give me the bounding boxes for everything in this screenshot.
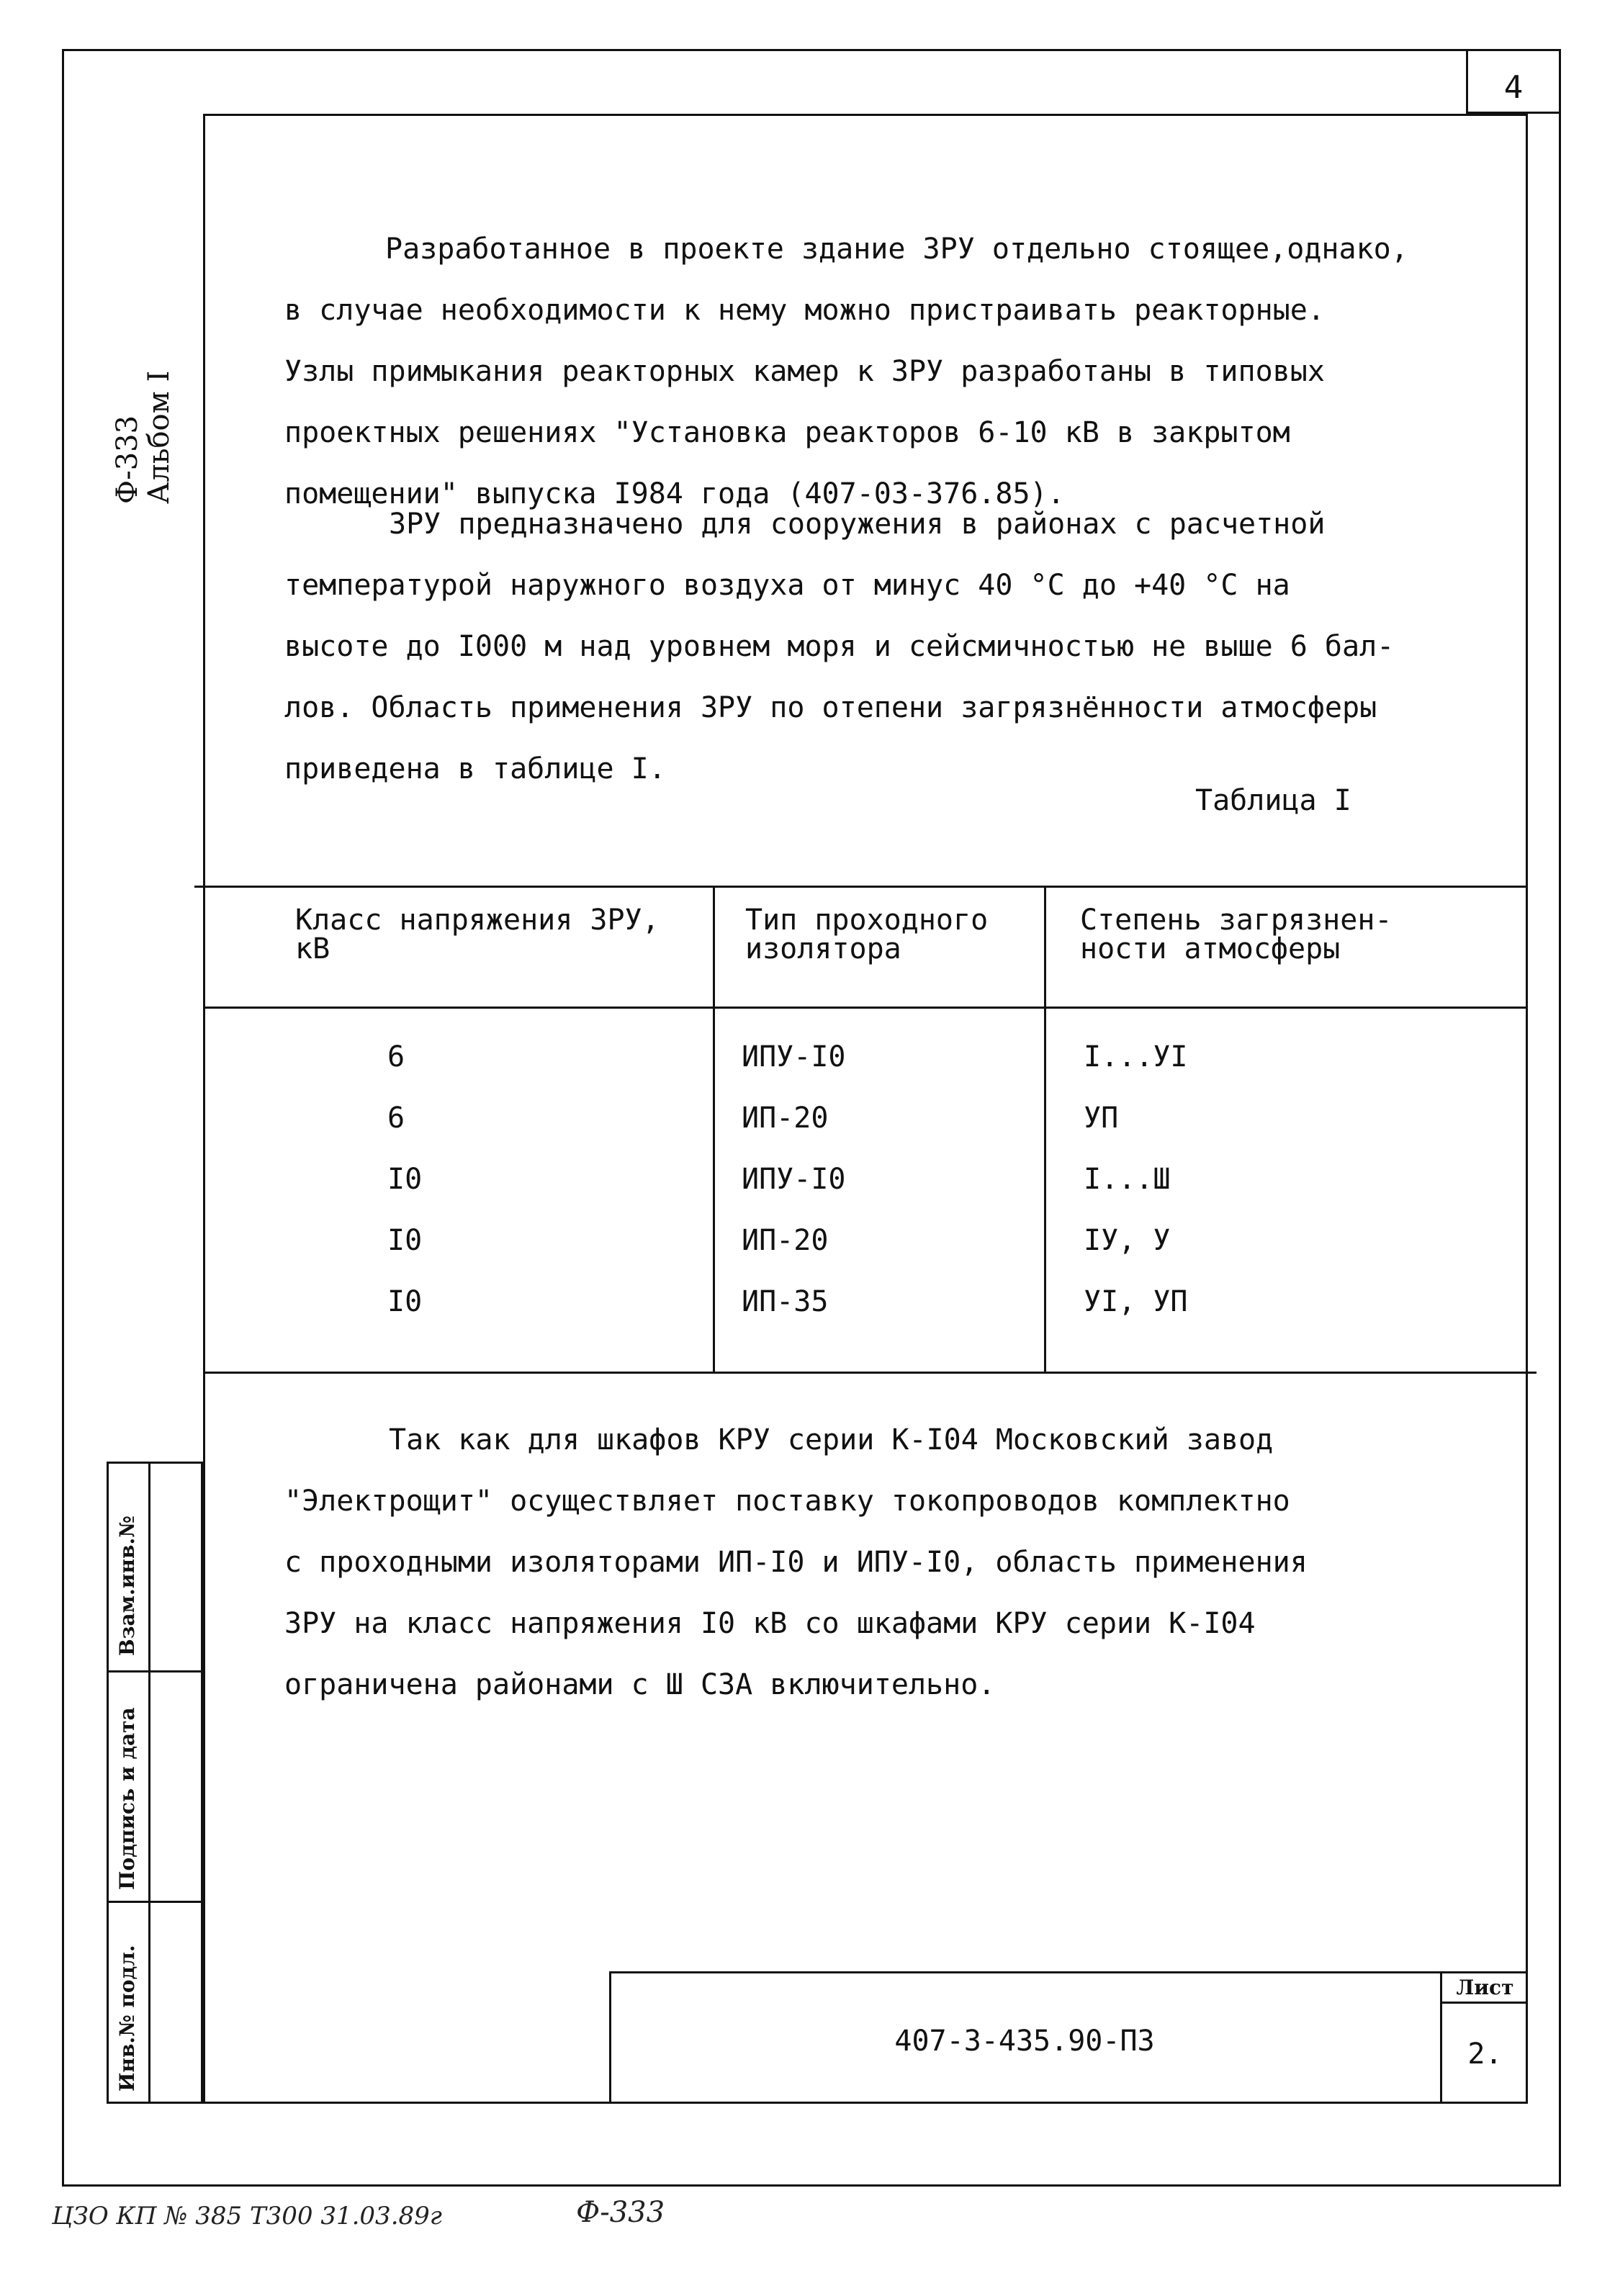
table-header-voltage: Класс напряжения ЗРУ, кВ xyxy=(295,904,660,965)
intro-line: в случае необходимости к нему можно пристраивать реакторные. xyxy=(284,294,1325,327)
side-stamp-col-divider xyxy=(148,1462,150,2104)
table-header-insulator: Тип проходного изолятора xyxy=(745,904,989,965)
table-col-divider-2 xyxy=(1044,886,1046,1374)
conditions-line: лов. Область применения ЗРУ по отепени загрязнённости атмосферы xyxy=(284,691,1377,724)
table-cell-pollution: УП xyxy=(1084,1102,1119,1135)
note-line: "Электрощит" осуществляет поставку токопроводов комплектно xyxy=(284,1485,1290,1518)
table-caption: Таблица I xyxy=(1195,784,1351,817)
side-stamp-row-divider-1 xyxy=(107,1670,203,1673)
corner-sheet-number: 4 xyxy=(1503,69,1524,106)
side-stamp-original-inventory: Инв.№ подл. xyxy=(115,1945,139,2092)
table-cell-voltage: I0 xyxy=(387,1163,423,1196)
intro-line: помещении" выпуска I984 года (407-03-376.85). xyxy=(284,477,1065,510)
note-line: ЗРУ на класс напряжения I0 кВ со шкафами КРУ серии К-I04 xyxy=(284,1607,1256,1640)
intro-line: Узлы примыкания реакторных камер к ЗРУ разработаны в типовых xyxy=(284,355,1325,388)
sheet-label: Лист xyxy=(1456,1976,1514,1999)
table-cell-insulator: ИПУ-I0 xyxy=(742,1163,846,1196)
conditions-line: температурой наружного воздуха от минус 40 °С до +40 °С на xyxy=(284,569,1290,602)
table-cell-voltage: I0 xyxy=(387,1285,423,1318)
note-line: Так как для шкафов КРУ серии К-I04 Московский завод xyxy=(389,1423,1274,1457)
conditions-line: приведена в таблице I. xyxy=(284,752,666,785)
table-bottom-border xyxy=(203,1372,1537,1374)
side-stamp-replaced-inventory: Взам.инв.№ xyxy=(115,1516,139,1656)
table-cell-insulator: ИПУ-I0 xyxy=(742,1040,846,1073)
table-cell-insulator: ИП-35 xyxy=(742,1285,829,1318)
table-cell-insulator: ИП-20 xyxy=(742,1102,829,1135)
table-top-border xyxy=(194,886,1528,888)
table-cell-pollution: IУ, У xyxy=(1084,1224,1171,1257)
table-header-border xyxy=(203,1007,1528,1009)
note-line: ограничена районами с Ш СЗА включительно. xyxy=(284,1668,996,1701)
sheet-number: 2. xyxy=(1467,2038,1503,2071)
intro-line: проектных решениях "Установка реакторов 6-10 кВ в закрытом xyxy=(284,416,1290,449)
album-code xyxy=(112,371,175,504)
table-header-pollution: Степень загрязнен- ности атмосферы xyxy=(1080,904,1393,965)
table-cell-pollution: I...Ш xyxy=(1084,1163,1171,1196)
handwritten-code: Ф-333 xyxy=(576,2196,665,2229)
album-code-line2: Альбом I xyxy=(143,370,176,504)
title-block-sheet-divider xyxy=(1440,2002,1528,2004)
handwritten-registration: ЦЗО КП № 385 Т300 31.03.89г xyxy=(52,2202,442,2230)
side-stamp-signature-date: Подпись и дата xyxy=(115,1707,139,1890)
table-cell-voltage: 6 xyxy=(387,1040,405,1073)
table-cell-voltage: 6 xyxy=(387,1102,405,1135)
intro-line: Разработанное в проекте здание ЗРУ отдельно стоящее,однако, xyxy=(385,233,1408,266)
table-cell-pollution: I...УI xyxy=(1084,1040,1188,1073)
table-cell-voltage: I0 xyxy=(387,1224,423,1257)
document-code: 407-3-435.90-ПЗ xyxy=(894,2025,1155,2058)
conditions-line: высоте до I000 м над уровнем моря и сейсмичностью не выше 6 бал- xyxy=(284,630,1395,663)
table-cell-pollution: УI, УП xyxy=(1084,1285,1188,1318)
album-code-line1: Ф-333 xyxy=(111,415,144,504)
conditions-line: ЗРУ предназначено для сооружения в районах с расчетной xyxy=(389,508,1326,541)
table-col-divider-1 xyxy=(713,886,715,1374)
table-cell-insulator: ИП-20 xyxy=(742,1224,829,1257)
note-line: с проходными изоляторами ИП-I0 и ИПУ-I0, область применения xyxy=(284,1546,1308,1579)
side-stamp-row-divider-2 xyxy=(107,1901,203,1903)
